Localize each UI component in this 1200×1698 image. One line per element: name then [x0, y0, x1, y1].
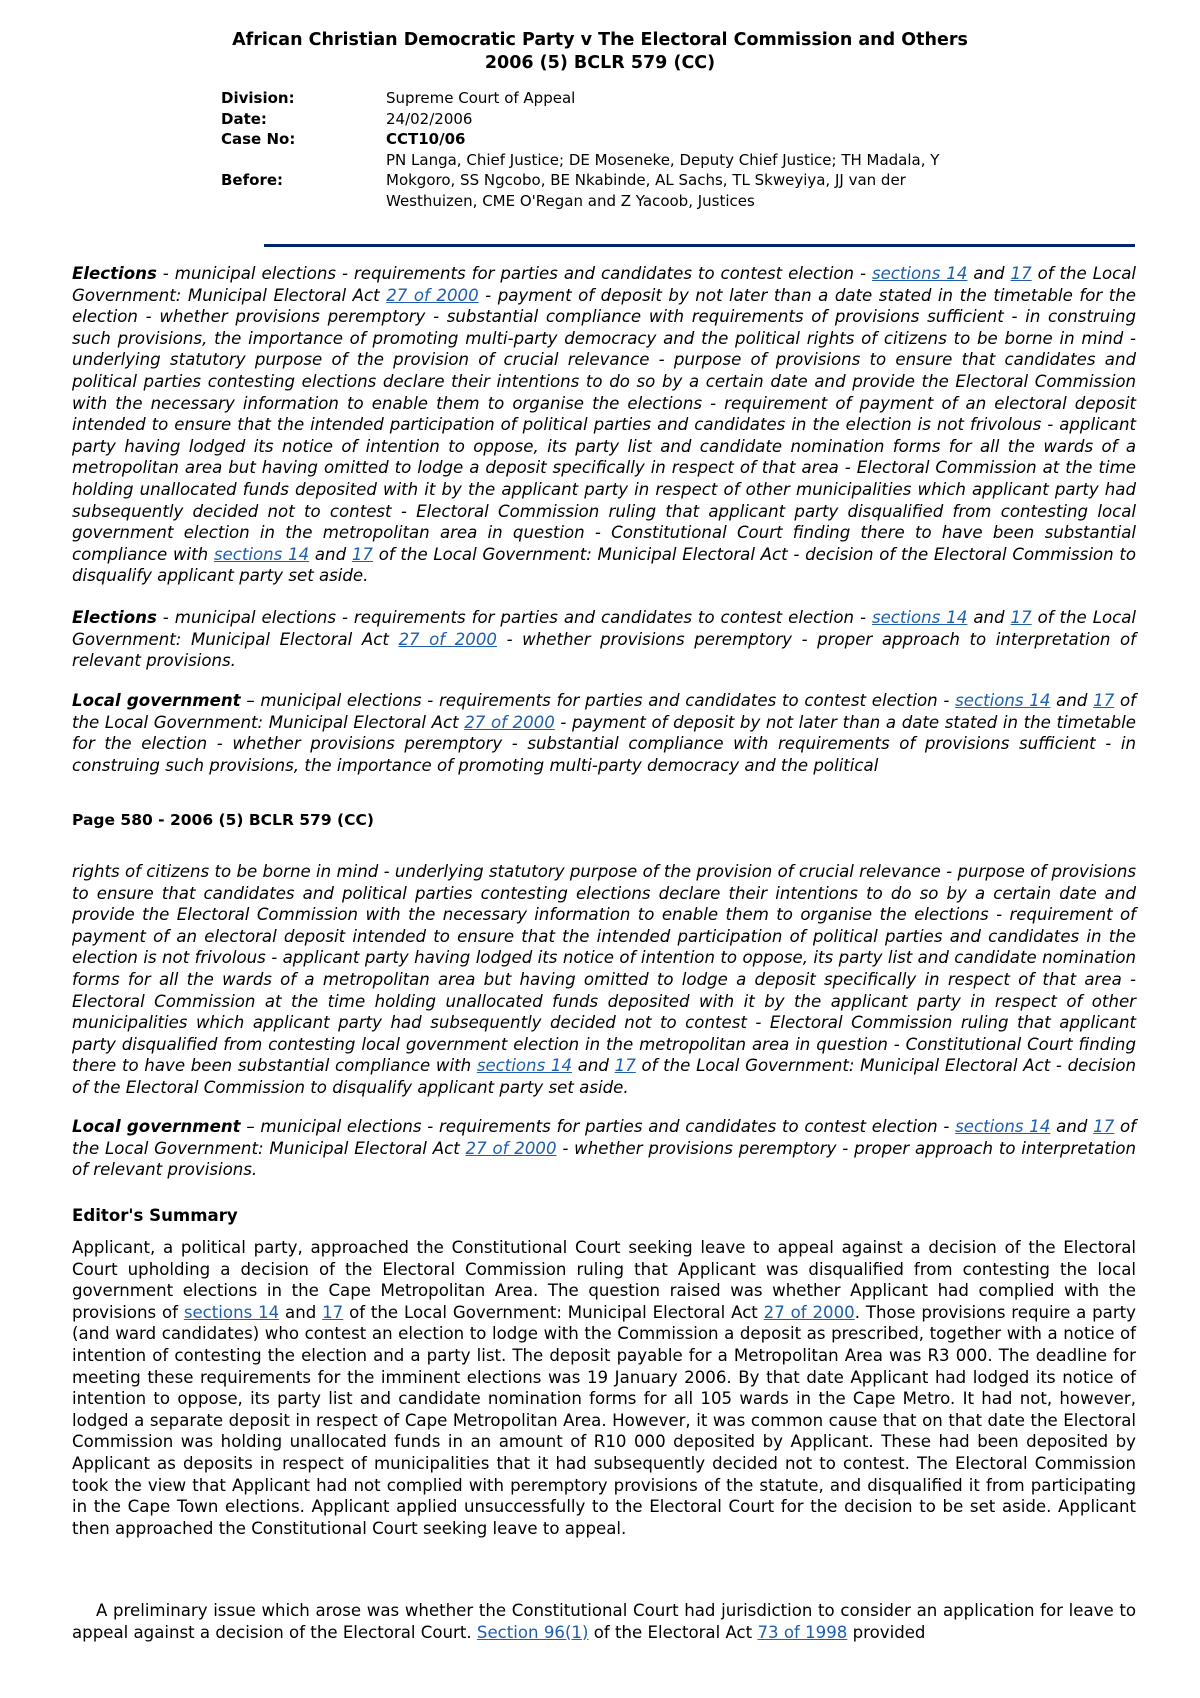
before-row	[221, 150, 986, 212]
before-label: Before:	[221, 171, 284, 189]
text: - payment of deposit by not later than a date stated in the timetable for the election - whether provisions peremptory - substantial compliance with requirements of provisions sufficient - in construing such provisions, the importance of promoting multi-party democracy and the political	[72, 712, 1136, 775]
link-sections-14[interactable]: sections 14	[183, 1302, 280, 1322]
link-section-17[interactable]: 17	[322, 1302, 344, 1322]
catchword-lead: Elections	[72, 608, 157, 627]
before-value: PN Langa, Chief Justice; DE Moseneke, Deputy Chief Justice; TH Madala, Y Mokgoro, SS Ngcobo, BE Nkabinde, AL Sachs, TL Skweyiya, JJ van der Westhuizen, CME O'Regan and Z Yacoob, Justices	[386, 150, 940, 210]
link-act-27-of-2000[interactable]: 27 of 2000	[398, 629, 497, 649]
link-act-73-of-1998[interactable]: 73 of 1998	[757, 1622, 848, 1642]
editors-summary-heading: Editor's Summary	[72, 1206, 238, 1225]
catchwords-local-government-1	[72, 690, 1136, 776]
text: - municipal elections - requirements for parties and candidates to contest election -	[156, 608, 872, 627]
link-section-17[interactable]: 17	[351, 544, 373, 564]
date-row	[221, 109, 986, 130]
text: of the Local Government: Municipal Electoral Act - decision of the Electoral Commission to disqualify applicant party set aside.	[72, 1056, 1136, 1097]
document-title: African Christian Democratic Party v The Electoral Commission and Others	[232, 30, 968, 50]
link-section-17[interactable]: 17	[614, 1056, 636, 1076]
summary-paragraph-1	[72, 1237, 1136, 1539]
link-sections-14[interactable]: sections 14	[955, 691, 1051, 710]
link-section-17[interactable]: 17	[1093, 1117, 1115, 1136]
text: - municipal elections - requirements for parties and candidates to contest election -	[156, 264, 872, 283]
link-act-27-of-2000[interactable]: 27 of 2000	[464, 712, 555, 732]
link-section-17[interactable]: 17	[1010, 264, 1032, 283]
link-act-27-of-2000[interactable]: 27 of 2000	[386, 285, 479, 305]
link-act-27-of-2000[interactable]: 27 of 2000	[763, 1302, 855, 1322]
text: – municipal elections - requirements for parties and candidates to contest election -	[240, 1117, 956, 1136]
summary-paragraph-2	[72, 1600, 1136, 1643]
division-label: Division:	[221, 89, 295, 107]
text: and	[1056, 1117, 1088, 1136]
division-value: Supreme Court of Appeal	[386, 89, 576, 107]
catchwords-elections-1	[72, 263, 1136, 587]
text: - whether provisions peremptory - proper approach to interpretation of relevant provisions.	[72, 1138, 1136, 1180]
case-no-value: CCT10/06	[386, 130, 466, 148]
catchword-lead: Local government	[72, 1117, 241, 1136]
date-label: Date:	[221, 109, 267, 128]
case-no-label: Case No:	[221, 130, 296, 148]
text: Applicant, a political party, approached the Constitutional Court seeking leave to appeal against a decision of the Electoral Court upholding a decision of the Electoral Commission ruling that Applicant was disqualified from contesting the local government elections in the Cape Metropolitan Area. The question raised was whether Applicant had complied with the provisions of	[72, 1238, 1136, 1322]
text: of the Local Government: Municipal Electoral Act	[72, 691, 1136, 732]
text: and	[973, 608, 1005, 627]
catchword-lead: Local government	[72, 691, 241, 710]
text: and	[577, 1056, 609, 1076]
division-row	[221, 88, 986, 109]
text: of the Local Government: Municipal Electoral Act	[72, 1117, 1136, 1158]
case-metadata	[221, 88, 986, 211]
text: of the Local Government: Municipal Electoral Act	[343, 1302, 764, 1322]
link-section-17[interactable]: 17	[1010, 608, 1032, 627]
link-sections-14[interactable]: sections 14	[871, 608, 968, 627]
catchwords-elections-2	[72, 607, 1136, 672]
link-sections-14[interactable]: sections 14	[955, 1117, 1051, 1136]
text: - whether provisions peremptory - proper approach to interpretation of relevant provisions.	[72, 629, 1137, 671]
catchwords-local-government-2	[72, 1116, 1136, 1181]
text: A preliminary issue which arose was whether the Constitutional Court had jurisdiction to consider an application for leave to appeal against a decision of the Electoral Court.	[72, 1601, 1136, 1642]
link-section-96-1[interactable]: Section 96(1)	[476, 1622, 589, 1642]
text: . Those provisions require a party (and ward candidates) who contest an election to lodge with the Commission a deposit as prescribed, together with a notice of intention of contesting the election and a party list. The deposit payable for a Metropolitan Area was R3 000. The deadline for meeting these requirements for the imminent elections was 19 January 2006. By that date Applicant had lodged its notice of intention to oppose, its party list and candidate nomination forms for all 105 wards in the Cape Metro. It had not, however, lodged a separate deposit in respect of Cape Metropolitan Area. However, it was common cause that on that date the Electoral Commission was holding unallocated funds in an amount of R10 000 deposited by Applicant. These had been deposited by Applicant as deposits in respect of municipalities that it had subsequently decided not to contest. The Electoral Commission took the view that Applicant had not complied with peremptory provisions of the statute, and disqualified it from participating in the Cape Town elections. Applicant applied unsuccessfully to the Electoral Court for the decision to be set aside. Applicant then approached the Constitutional Court seeking leave to appeal.	[72, 1302, 1137, 1538]
link-sections-14[interactable]: sections 14	[871, 264, 968, 283]
text: of the Electoral Act	[588, 1622, 758, 1642]
text: and	[314, 544, 347, 564]
text: rights of citizens to be borne in mind - underlying statutory purpose of the provision of crucial relevance - purpose of provisions to ensure that candidates and political parties contesting elections declare their intentions to do so by a certain date and provide the Electoral Commission with the necessary information to enable them to organise the elections - requirement of payment of an electoral deposit intended to ensure that the intended participation of political parties and candidates in the election is not frivolous - applicant party having lodged its notice of intention to oppose, its party list and candidate nomination forms for all the wards of a metropolitan area but having omitted to lodge a deposit specifically in respect of that area - Electoral Commission at the time holding unallocated funds deposited with it by the applicant party in respect of other municipalities which applicant party had subsequently decided not to contest - Electoral Commission ruling that applicant party disqualified from contesting local government election in the metropolitan area in question - Constitutional Court finding there to have been substantial compliance with	[72, 862, 1136, 1076]
catchword-lead: Elections	[72, 264, 157, 283]
header-divider	[264, 244, 1135, 247]
text: and	[1056, 691, 1088, 710]
date-value: 24/02/2006	[386, 109, 473, 128]
text: of the Local Government: Municipal Electoral Act	[72, 264, 1136, 305]
document-citation: 2006 (5) BCLR 579 (CC)	[484, 53, 716, 73]
text: of the Local Government: Municipal Electoral Act - decision of the Electoral Commission to disqualify applicant party set aside.	[72, 544, 1136, 586]
text: and	[973, 264, 1005, 283]
text: and	[285, 1302, 317, 1322]
link-sections-14[interactable]: sections 14	[213, 544, 310, 564]
page-header: Page 580 - 2006 (5) BCLR 579 (CC)	[72, 811, 374, 829]
link-sections-14[interactable]: sections 14	[476, 1056, 573, 1076]
text: – municipal elections - requirements for parties and candidates to contest election -	[240, 691, 956, 710]
text: of the Local Government: Municipal Electoral Act	[72, 608, 1136, 649]
link-act-27-of-2000[interactable]: 27 of 2000	[465, 1138, 557, 1158]
catchwords-local-government-continued	[72, 861, 1136, 1099]
link-section-17[interactable]: 17	[1093, 691, 1115, 710]
text: provided	[847, 1622, 926, 1642]
text: - payment of deposit by not later than a date stated in the timetable for the election - whether provisions peremptory - substantial compliance with requirements of provisions sufficient - in construing such provisions, the importance of promoting multi-party democracy and the political rights of citizens to be borne in mind - underlying statutory purpose of the provision of crucial relevance - purpose of provisions to ensure that candidates and political parties contesting elections declare their intentions to do so by a certain date and provide the Electoral Commission with the necessary information to enable them to organise the elections - requirement of payment of an electoral deposit intended to ensure that the intended participation of political parties and candidates in the election is not frivolous - applicant party having lodged its notice of intention to oppose, its party list and candidate nomination forms for all the wards of a metropolitan area but having omitted to lodge a deposit specifically in respect of that area - Electoral Commission at the time holding unallocated funds deposited with it by the applicant party in respect of other municipalities which applicant party had subsequently decided not to contest - Electoral Commission ruling that applicant party disqualified from contesting local government election in the metropolitan area in question - Constitutional Court finding there to have been substantial compliance with	[72, 285, 1136, 564]
case-no-row	[221, 129, 986, 150]
